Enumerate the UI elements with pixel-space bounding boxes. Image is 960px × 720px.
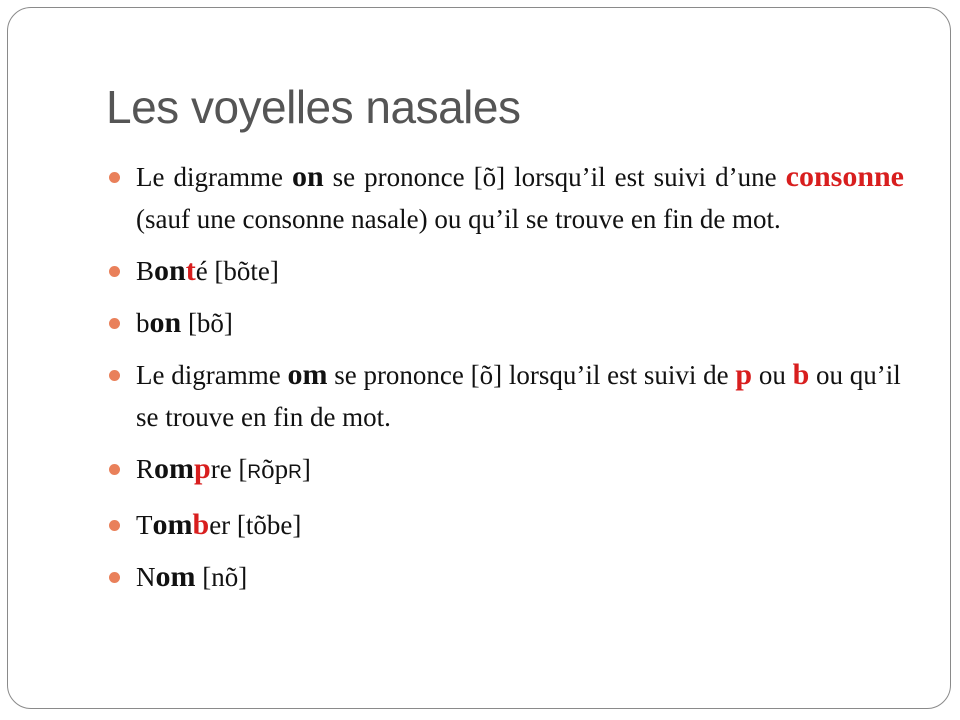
phonetic-r: R: [288, 462, 302, 483]
keyword-om: om: [154, 452, 195, 485]
keyword-on: on: [154, 254, 186, 287]
slide-title: Les voyelles nasales: [106, 81, 521, 133]
bullet-dot-icon: [109, 266, 120, 277]
text-segment: se prononce [õ] lorsqu’il est suivi d’une: [323, 162, 786, 192]
text-segment: N: [136, 562, 156, 592]
text-segment: Le digramme: [136, 162, 292, 192]
keyword-on: on: [149, 306, 182, 339]
text-segment: Le digramme: [136, 360, 288, 390]
bullet-dot-icon: [109, 370, 120, 381]
bullet-dot-icon: [109, 172, 120, 183]
bullet-dot-icon: [109, 464, 120, 475]
text-segment: b: [136, 308, 150, 338]
highlight-consonant: b: [192, 508, 210, 541]
bullet-dot-icon: [109, 318, 120, 329]
bullet-item-bonte: [108, 250, 904, 292]
phonetic-r: R: [247, 462, 262, 483]
text-segment: T: [136, 510, 153, 540]
keyword-om: om: [287, 358, 328, 391]
keyword-b: b: [792, 358, 810, 391]
bullet-dot-icon: [109, 572, 120, 583]
text-segment: [bõ]: [181, 308, 233, 338]
bullet-item-on-rule: [108, 156, 904, 240]
text-segment: se prononce [õ] lorsqu’il est suivi de: [327, 360, 736, 390]
text-segment: R: [136, 454, 155, 484]
bullet-dot-icon: [109, 520, 120, 531]
keyword-consonne: consonne: [785, 160, 904, 193]
bullet-item-om-rule: [108, 354, 904, 438]
bullet-list: [108, 156, 904, 608]
highlight-consonant: t: [185, 254, 196, 287]
text-segment: ou qu’il se trouve en fin de mot.: [136, 360, 901, 432]
bullet-item-rompre: [108, 448, 904, 494]
text-segment: (sauf une consonne nasale) ou qu’il se trouve en fin de mot.: [136, 204, 781, 234]
keyword-om: om: [155, 560, 196, 593]
highlight-consonant: p: [194, 452, 211, 485]
keyword-on: on: [291, 160, 324, 193]
keyword-om: om: [152, 508, 193, 541]
bullet-item-nom: [108, 556, 904, 598]
keyword-p: p: [735, 358, 753, 391]
text-segment: re [: [210, 454, 248, 484]
text-segment: é [bõte]: [195, 256, 279, 286]
text-segment: er [tõbe]: [209, 510, 302, 540]
bullet-item-tomber: [108, 504, 904, 546]
text-segment: B: [136, 256, 155, 286]
text-segment: õp: [261, 454, 289, 484]
text-segment: ou: [752, 360, 793, 390]
bullet-item-bon: [108, 302, 904, 344]
text-segment: [nõ]: [195, 562, 248, 592]
text-segment: ]: [301, 454, 311, 484]
